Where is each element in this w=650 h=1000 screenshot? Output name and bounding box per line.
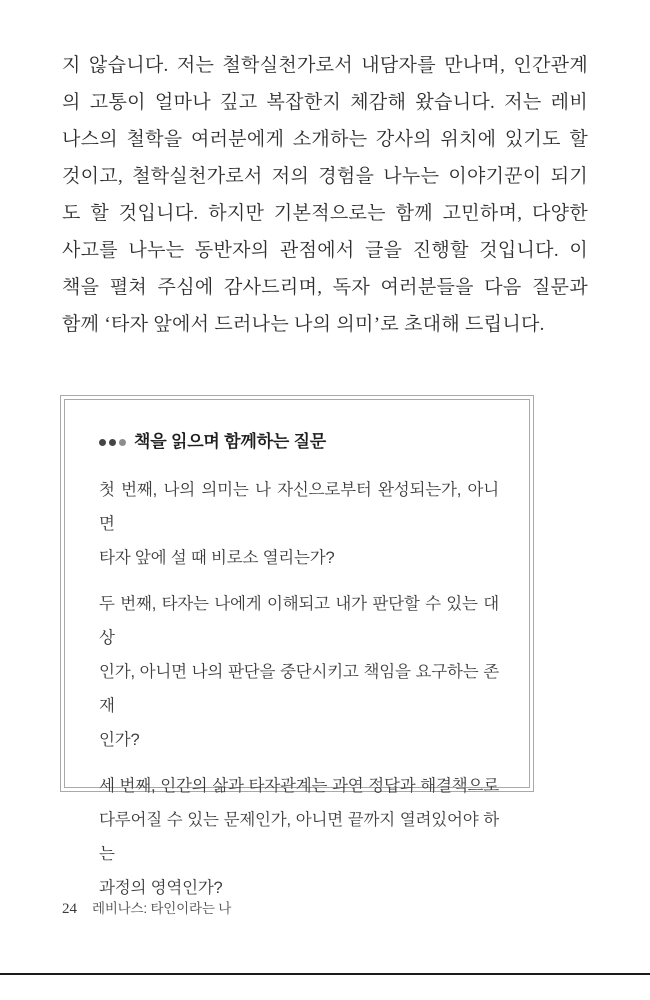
dot-icon [119, 439, 126, 446]
three-dots-icon [99, 439, 126, 446]
question-box-header [99, 430, 499, 454]
body-line: 도 할 것입니다. 하지만 기본적으로는 함께 고민하며, 다양한 [62, 203, 588, 224]
question-line: 인가? [99, 731, 140, 749]
body-paragraph [62, 47, 588, 343]
question-box-inner [64, 399, 530, 897]
question-box-title: 책을 읽으며 함께하는 질문 [134, 432, 327, 451]
question-line: 두 번째, 타자는 나에게 이해되고 내가 판단할 수 있는 대상 [99, 595, 499, 647]
bottom-rule [0, 973, 650, 975]
question-box [60, 395, 534, 897]
page-number: 24 [62, 901, 77, 917]
question-line: 인가, 아니면 나의 판단을 중단시키고 책임을 요구하는 존재 [99, 663, 499, 715]
dot-icon [99, 439, 106, 446]
body-line: 지 않습니다. 저는 철학실천가로서 내담자를 만나며, 인간관계 [62, 55, 588, 76]
body-line: 의 고통이 얼마나 깊고 복잡한지 체감해 왔습니다. 저는 레비 [62, 92, 588, 113]
dot-icon [109, 439, 116, 446]
page-footer [62, 897, 231, 918]
question-item-3 [99, 769, 499, 905]
body-line: 것이고, 철학실천가로서 저의 경험을 나누는 이야기꾼이 되기 [62, 166, 588, 187]
body-line: 함께 ‘타자 앞에서 드러나는 나의 의미’로 초대해 드립니다. [62, 314, 545, 335]
running-title: 레비나스: 타인이라는 나 [92, 901, 232, 916]
question-item-2 [99, 587, 499, 757]
body-line: 사고를 나누는 동반자의 관점에서 글을 진행할 것입니다. 이 [62, 240, 588, 261]
question-line: 과정의 영역인가? [99, 879, 223, 897]
question-line: 세 번째, 인간의 삶과 타자관계는 과연 정답과 해결책으로 [99, 777, 499, 795]
question-line: 타자 앞에 설 때 비로소 열리는가? [99, 549, 335, 567]
body-line: 나스의 철학을 여러분에게 소개하는 강사의 위치에 있기도 할 [62, 129, 588, 150]
body-line: 책을 펼쳐 주심에 감사드리며, 독자 여러분들을 다음 질문과 [62, 277, 588, 298]
question-line: 다루어질 수 있는 문제인가, 아니면 끝까지 열려있어야 하는 [99, 811, 499, 863]
question-item-1 [99, 473, 499, 575]
question-line: 첫 번째, 나의 의미는 나 자신으로부터 완성되는가, 아니면 [99, 481, 499, 533]
